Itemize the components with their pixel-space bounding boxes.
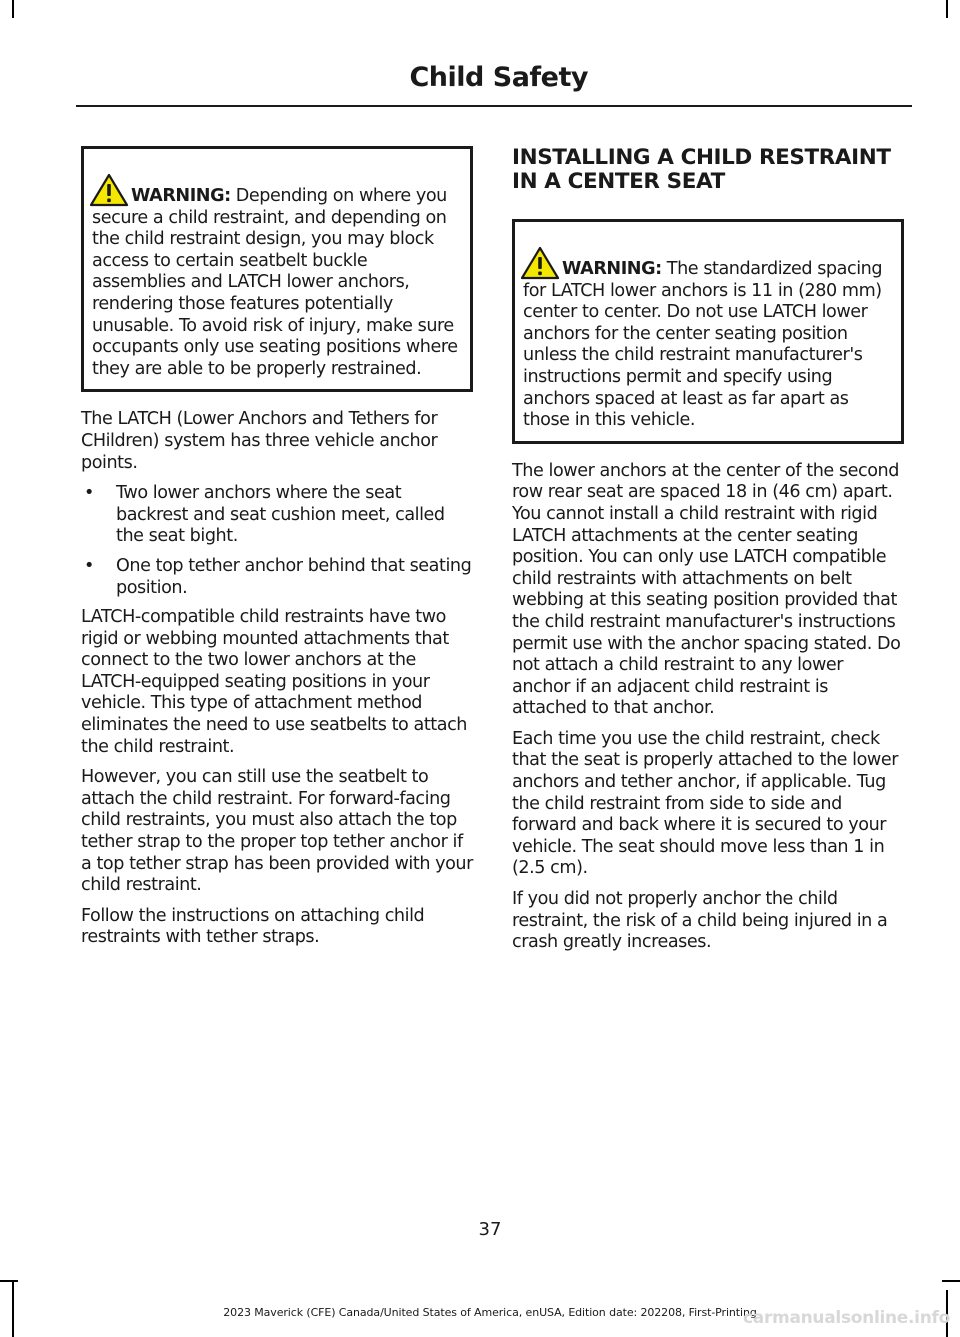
warning-label: WARNING:	[131, 186, 231, 206]
page-title: Child Safety	[409, 62, 588, 93]
watermark: carmanualsonline.info	[743, 1308, 950, 1328]
warning-triangle-icon	[89, 173, 129, 207]
list-item-text: Two lower anchors where the seat backrest and seat cushion meet, called the seat bight.	[116, 483, 445, 547]
left-column	[81, 146, 473, 958]
crop-mark	[12, 0, 14, 18]
warning-label: WARNING:	[562, 259, 662, 279]
paragraph: However, you can still use the seatbelt to attach the child restraint. For forward-facing child restraints, you must also attach the top tether strap to the proper top tether anchor if a top tether strap has been provided with your child restraint.	[81, 767, 473, 896]
warning-body: The standardized spacing for LATCH lower anchors is 11 in (280 mm) center to center. Do not use LATCH lower anchors for the center seating position unless the child restraint manufacturer's instructions permit and specify using anchors spaced at least as far apart as those in this vehicle.	[523, 259, 883, 431]
header-divider	[76, 105, 912, 107]
bullet-list	[81, 483, 473, 599]
paragraph: LATCH-compatible child restraints have two rigid or webbing mounted attachments that connect to the two lower anchors at the LATCH-equipped seating positions in your vehicle. This type of attachment method eliminates the need to use seatbelts to attach the child restraint.	[81, 607, 468, 757]
paragraph: Each time you use the child restraint, check that the seat is properly attached to the lower anchors and tether anchor, if applicable. Tug the child restraint from side to side and forward and back where it is secured to your vehicle. The seat should move less than 1 in (2.5 cm).	[512, 728, 899, 879]
section-heading: INSTALLING A CHILD RESTRAINT IN A CENTER SEAT	[512, 145, 891, 194]
warning-body: Depending on where you secure a child restraint, and depending on the child restraint design, you may block access to certain seatbelt buckle assemblies and LATCH lower anchors, rendering those features potentially unusable. To avoid risk of injury, make sure occupants only use seating positions where they are able to be properly restrained.	[92, 186, 458, 379]
crop-mark	[942, 1280, 960, 1282]
list-item	[81, 556, 473, 599]
paragraph: If you did not properly anchor the child restraint, the risk of a child being injured in a crash greatly increases.	[512, 889, 888, 953]
list-item-text: One top tether anchor behind that seating position.	[116, 555, 472, 598]
crop-mark	[946, 0, 948, 18]
paragraph: The LATCH (Lower Anchors and Tethers for CHildren) system has three vehicle anchor points.	[81, 409, 438, 473]
warning-box	[512, 219, 904, 444]
bullet-marker: •	[84, 555, 94, 576]
warning-text	[523, 246, 893, 432]
list-item	[81, 483, 473, 548]
warning-text	[92, 173, 462, 380]
paragraph: Follow the instructions on attaching child restraints with tether straps.	[81, 905, 425, 948]
bullet-marker: •	[84, 483, 94, 504]
paragraph: The lower anchors at the center of the second row rear seat are spaced 18 in (46 cm) apart. You cannot install a child restraint with rigid LATCH attachments at the center seating position. You can only use LATCH compatible child restraints with attachments on belt webbing at this seating position provided that the child restraint manufacturer's instructions permit use with the anchor spacing stated. Do not attach a child restraint to any lower anchor if an adjacent child restraint is attached to that anchor.	[512, 460, 901, 719]
footer-edition: 2023 Maverick (CFE) Canada/United States of America, enUSA, Edition date: 202208, First-Printing	[223, 1306, 757, 1319]
crop-mark	[0, 1280, 18, 1282]
page-number: 37	[478, 1219, 502, 1240]
warning-box	[81, 146, 473, 392]
warning-triangle-icon	[520, 246, 560, 280]
right-column	[512, 146, 904, 963]
